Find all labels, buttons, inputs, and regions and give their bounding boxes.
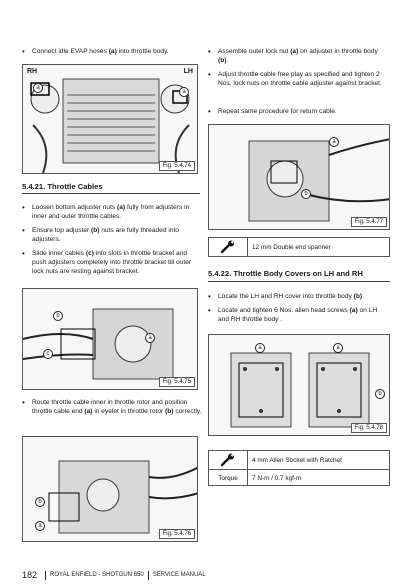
bullet-slide-cables: • Slide inner cables (c) into slots in throttle bracket and push adjusters completely into throttle bracket till outer lock nuts are resting against bracket. — [22, 249, 202, 277]
lh-label: LH — [183, 68, 193, 75]
throttle-body-covers-illustration — [209, 335, 390, 436]
section-title-throttle-body-covers: 5.4.22. Throttle Body Covers on LH and RH — [208, 269, 363, 278]
bullet-connect-evap: • Connect idle EVAP hoses (a) into throttle body. — [22, 47, 202, 56]
callout-a: a — [255, 343, 265, 353]
figure-5-4-78 — [208, 334, 390, 436]
figure-5-4-77 — [208, 124, 390, 230]
callout-b: b — [35, 497, 45, 507]
spanner-icon — [209, 238, 248, 256]
tool-spec-text: 12 mm Double end spanner — [252, 243, 331, 251]
figure-5-4-75 — [22, 288, 198, 390]
bullet-top-adjuster: • Ensure top adjuster (b) nuts are fully threaded into adjusters. — [22, 226, 202, 244]
footer-manual: SERVICE MANUAL — [152, 572, 206, 578]
callout-a: a — [333, 343, 343, 353]
engine-illustration — [23, 65, 198, 174]
throttle-cable-illustration — [23, 289, 198, 390]
figure-5-4-74 — [22, 64, 198, 174]
figure-5-4-76 — [22, 436, 198, 542]
callout-a: a — [33, 83, 43, 93]
figure-label: Fig. 5.4.74 — [159, 161, 195, 171]
bullet-adjust-free-play: • Adjust throttle cable free play as specified and tighten 2 Nos. lock nuts on throttle cable adjuster against bracket. — [208, 70, 388, 88]
callout-a: a — [145, 333, 155, 343]
section-title-throttle-cables: 5.4.21. Throttle Cables — [22, 182, 103, 191]
bullet-loosen-adjuster: • Loosen bottom adjuster nuts (a) fully from adjusters in inner and outer throttle cables. — [22, 203, 202, 221]
callout-b: b — [375, 389, 385, 399]
bullet-tighten-screws: • Locate and tighten 6 Nos. allen head screws (a) on LH and RH throttle body . — [208, 306, 388, 324]
figure-label: Fig. 5.4.76 — [159, 529, 195, 539]
bullet-route-cable: • Route throttle cable inner in throttle rotor and position throttle cable end (a) in eyelet in throttle rotor (b) correctly. — [22, 398, 202, 416]
callout-b: b — [53, 311, 63, 321]
footer-separator — [148, 571, 149, 580]
callout-b: b — [301, 189, 311, 199]
torque-label: Torque — [209, 470, 248, 486]
page-footer — [22, 570, 206, 580]
rh-label: RH — [27, 68, 38, 75]
bullet-repeat-return: • Repeat same procedure for return cable. — [208, 107, 388, 116]
page-number: 182 — [22, 570, 38, 580]
footer-separator — [45, 571, 46, 580]
torque-value: 7 N-m / 0.7 kgf-m — [252, 474, 302, 482]
torque-tool-text: 4 mm Allen Socket with Ratchet — [252, 456, 342, 464]
bullet-assemble-lock-nut: • Assemble outer lock nut (a) on adjuster in throttle body (b). — [208, 47, 388, 65]
bullet-locate-cover: • Locate the LH and RH cover into throttle body (b) — [208, 292, 388, 301]
divider — [22, 193, 200, 194]
figure-label: Fig. 5.4.75 — [159, 377, 195, 387]
callout-a: a — [329, 137, 339, 147]
figure-label: Fig. 5.4.78 — [351, 423, 387, 433]
footer-brand: ROYAL ENFIELD - SHOTGUN 650 — [50, 572, 144, 578]
cable-adjuster-illustration — [209, 125, 390, 230]
callout-c: c — [43, 349, 53, 359]
throttle-rotor-illustration — [23, 437, 198, 542]
figure-label: Fig. 5.4.77 — [351, 217, 387, 227]
divider — [208, 281, 390, 282]
callout-a: a — [179, 87, 189, 97]
tool-spec-box — [208, 237, 390, 257]
spanner-icon — [209, 451, 248, 469]
callout-a: a — [35, 521, 45, 531]
torque-spec-table — [208, 450, 390, 486]
